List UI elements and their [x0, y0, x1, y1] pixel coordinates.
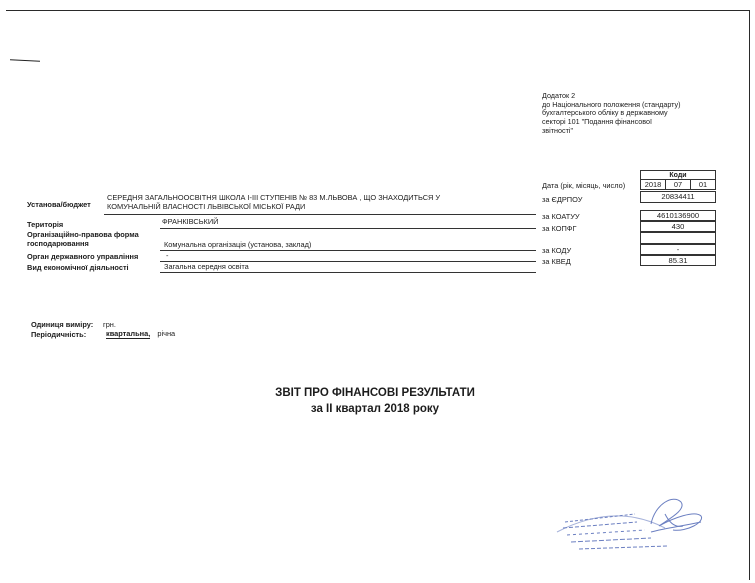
date-label: Дата (рік, місяць, число) [542, 181, 626, 190]
report-title: ЗВІТ ПРО ФІНАНСОВІ РЕЗУЛЬТАТИ [275, 387, 475, 399]
institution-label: Установа/бюджет [27, 200, 91, 209]
legal-form-value: Комунальна організація (установа, заклад) [164, 240, 312, 249]
gov-body-value: - [166, 251, 169, 260]
codes-header: Коди [640, 170, 716, 179]
territory-underline [160, 228, 536, 229]
periodicity-label: Періодичність: [31, 330, 87, 339]
legal-form-underline [160, 250, 536, 251]
kopfg-code: 430 [640, 221, 716, 232]
kopfg-label: за КОПФГ [542, 224, 577, 233]
kved-code: 85.31 [640, 255, 716, 266]
territory-label: Територія [27, 220, 64, 229]
kodu-blank-box [640, 232, 716, 244]
appendix-note [542, 92, 712, 135]
periodicity-options [106, 330, 175, 338]
economic-activity-value: Загальна середня освіта [164, 262, 249, 271]
date-code-cells [640, 179, 716, 190]
date-month: 07 [666, 180, 691, 189]
kved-label: за КВЕД [542, 257, 571, 266]
report-title-block [240, 386, 510, 417]
legal-form-label-line1: Організаційно-правова форма [27, 230, 139, 239]
appendix-text: Додаток 2 до Національного положення (стандарту) бухгалтерського обліку в державному секторі 101 "Подання фінансової звітності" [542, 91, 681, 135]
date-day: 01 [698, 180, 708, 189]
date-year: 2018 [641, 180, 666, 189]
gov-body-label: Орган державного управління [27, 252, 139, 261]
koatuu-label: за КОАТУУ [542, 212, 580, 221]
unit-value: грн. [103, 320, 116, 329]
kodu-code: - [640, 244, 716, 255]
economic-activity-underline [160, 272, 536, 273]
edrpou-label: за ЄДРПОУ [542, 195, 583, 204]
koatuu-code: 4610136900 [640, 210, 716, 221]
territory-value: ФРАНКІВСЬКИЙ [162, 217, 219, 226]
economic-activity-label: Вид економічної діяльності [27, 263, 129, 272]
institution-line1: СЕРЕДНЯ ЗАГАЛЬНООСВІТНЯ ШКОЛА І-ІІІ СТУПЕНІВ № 83 М.ЛЬВОВА , ЩО ЗНАХОДИТЬСЯ У [107, 193, 441, 202]
official-stamp-signature [555, 492, 707, 554]
periodicity-other: річна [157, 329, 176, 338]
legal-form-label-line2: господарювання [27, 239, 89, 248]
edrpou-code: 20834411 [640, 191, 716, 203]
institution-line2: КОМУНАЛЬНІЙ ВЛАСНОСТІ ЛЬВІВСЬКОЇ МІСЬКОЇ РАДИ [107, 202, 306, 211]
unit-label: Одиниця виміру: [31, 320, 94, 329]
periodicity-selected: квартальна, [106, 329, 151, 338]
institution-underline [104, 214, 536, 215]
report-period: за ІІ квартал 2018 року [310, 402, 440, 415]
kodu-label: за КОДУ [542, 246, 572, 255]
